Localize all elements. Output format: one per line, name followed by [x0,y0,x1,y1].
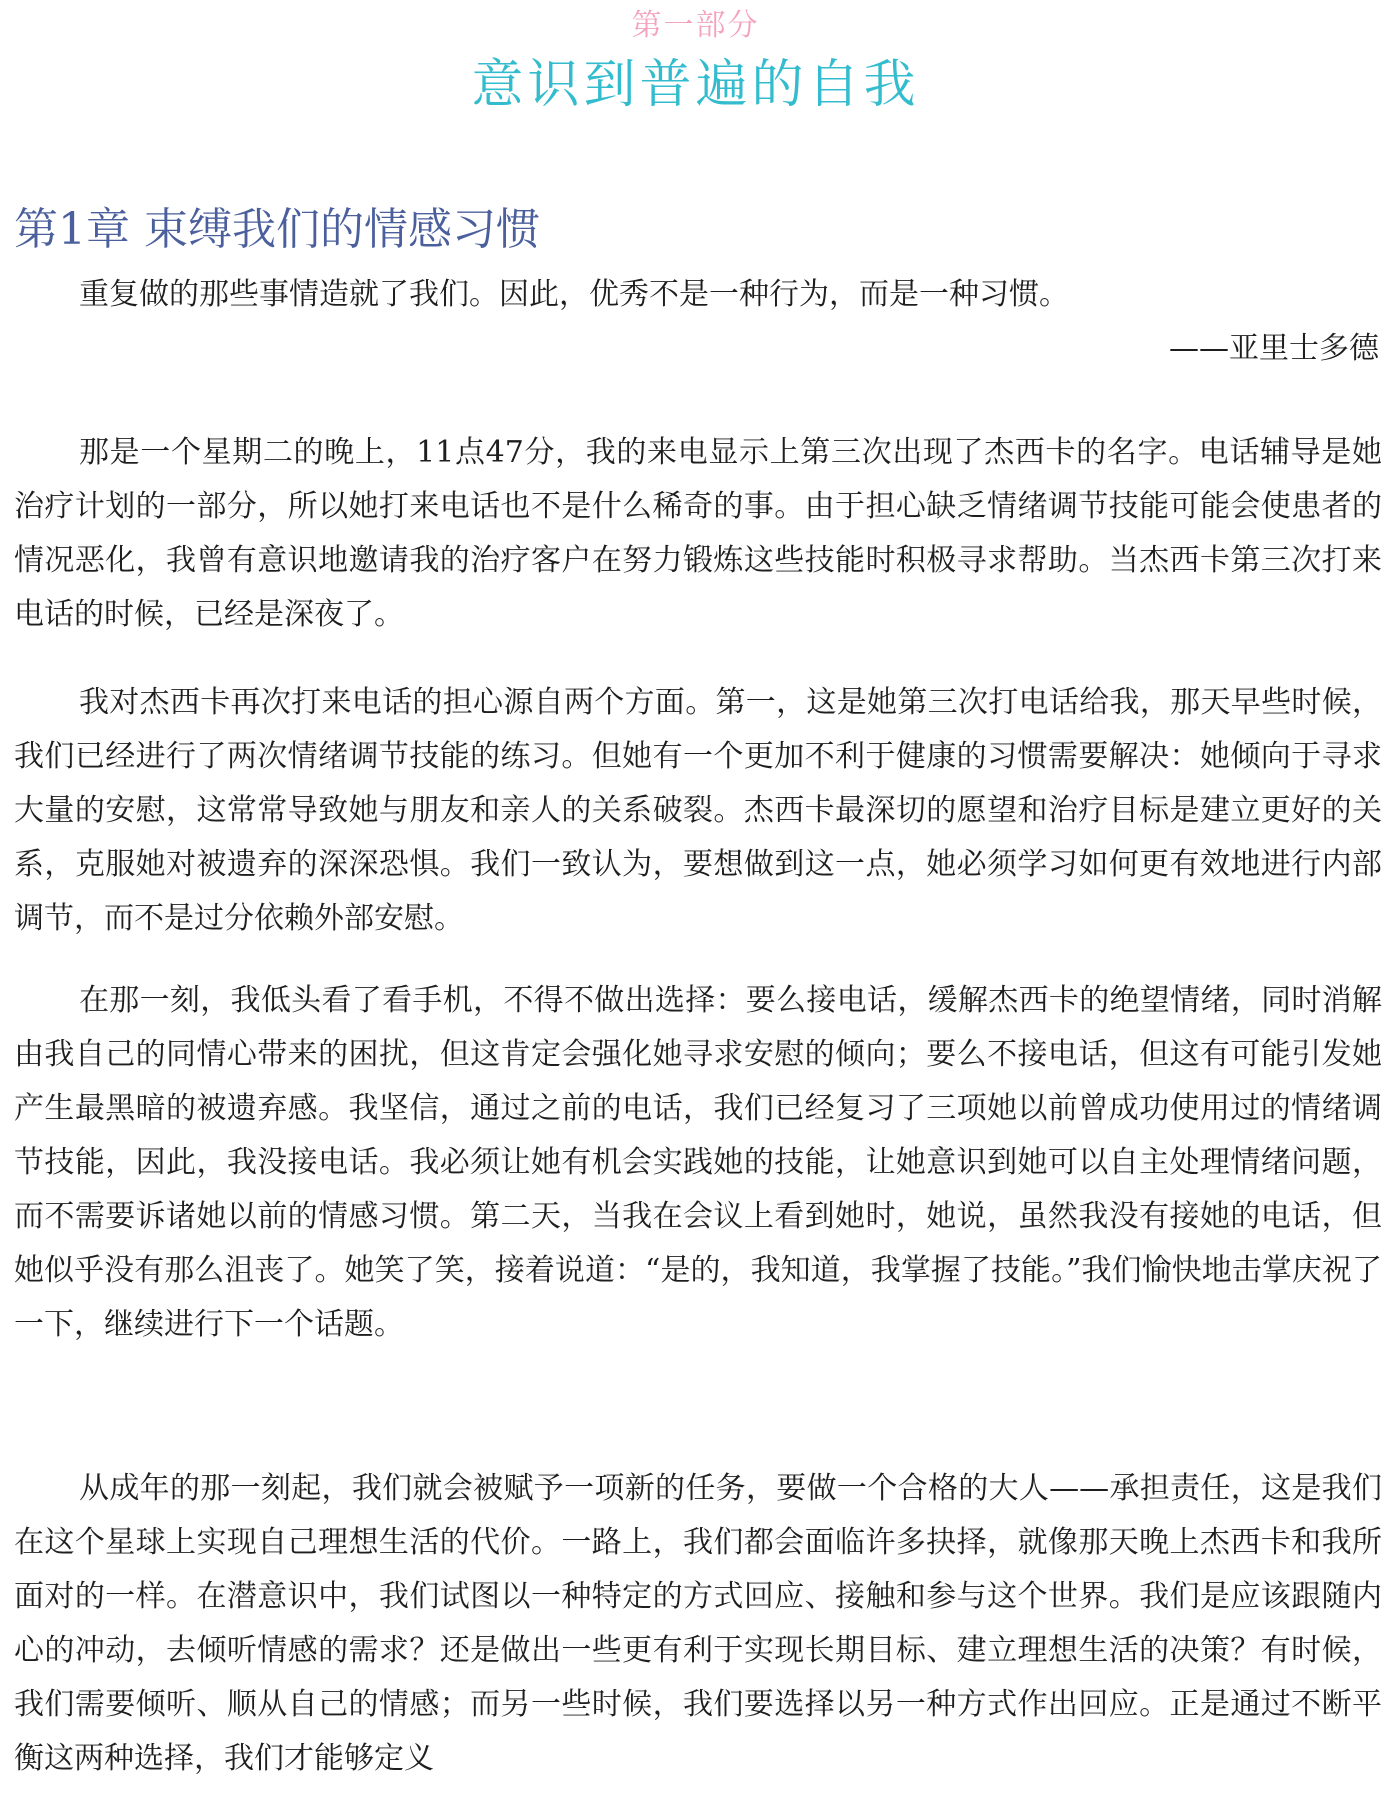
part-label: 第一部分 [631,8,760,43]
body-paragraph: 那是一个星期二的晚上，11点47分，我的来电显示上第三次出现了杰西卡的名字。电话辅导是她治疗计划的一部分，所以她打来电话也不是什么稀奇的事。由于担心缺乏情绪调节技能可能会使患者的情况恶化，我曾有意识地邀请我的治疗客户在努力锻炼这些技能时积极寻求帮助。当杰西卡第三次打来电话的时候，已经是深夜了。 [14,435,1382,632]
body-paragraph: 从成年的那一刻起，我们就会被赋予一项新的任务，要做一个合格的大人——承担责任，这是我们在这个星球上实现自己理想生活的代价。一路上，我们都会面临许多抉择，就像那天晚上杰西卡和我所面对的一样。在潜意识中，我们试图以一种特定的方式回应、接触和参与这个世界。我们是应该跟随内心的冲动，去倾听情感的需求？还是做出一些更有利于实现长期目标、建立理想生活的决策？有时候，我们需要倾听、顺从自己的情感；而另一些时候，我们要选择以另一种方式作出回应。正是通过不断平衡这两种选择，我们才能够定义 [14,1471,1382,1776]
part-title: 意识到普遍的自我 [471,55,920,115]
body-paragraph: 在那一刻，我低头看了看手机，不得不做出选择：要么接电话，缓解杰西卡的绝望情绪，同时消解由我自己的同情心带来的困扰，但这肯定会强化她寻求安慰的倾向；要么不接电话，但这有可能引发她产生最黑暗的被遗弃感。我坚信，通过之前的电话，我们已经复习了三项她以前曾成功使用过的情绪调节技能，因此，我没接电话。我必须让她有机会实践她的技能，让她意识到她可以自主处理情绪问题，而不需要诉诸她以前的情感习惯。第二天，当我在会议上看到她时，她说，虽然我没有接她的电话，但她似乎没有那么沮丧了。她笑了笑，接着说道：“是的，我知道，我掌握了技能。”我们愉快地击掌庆祝了一下，继续进行下一个话题。 [14,983,1382,1342]
epigraph-attribution: ——亚里士多德 [1169,331,1379,366]
epigraph-quote: 重复做的那些事情造就了我们。因此，优秀不是一种行为，而是一种习惯。 [79,277,1069,312]
body-paragraph: 我对杰西卡再次打来电话的担心源自两个方面。第一，这是她第三次打电话给我，那天早些时候，我们已经进行了两次情绪调节技能的练习。但她有一个更加不利于健康的习惯需要解决：她倾向于寻求大量的安慰，这常常导致她与朋友和亲人的关系破裂。杰西卡最深切的愿望和治疗目标是建立更好的关系，克服她对被遗弃的深深恐惧。我们一致认为，要想做到这一点，她必须学习如何更有效地进行内部调节，而不是过分依赖外部安慰。 [14,685,1382,936]
chapter-title: 第1章 束缚我们的情感习惯 [14,204,540,255]
